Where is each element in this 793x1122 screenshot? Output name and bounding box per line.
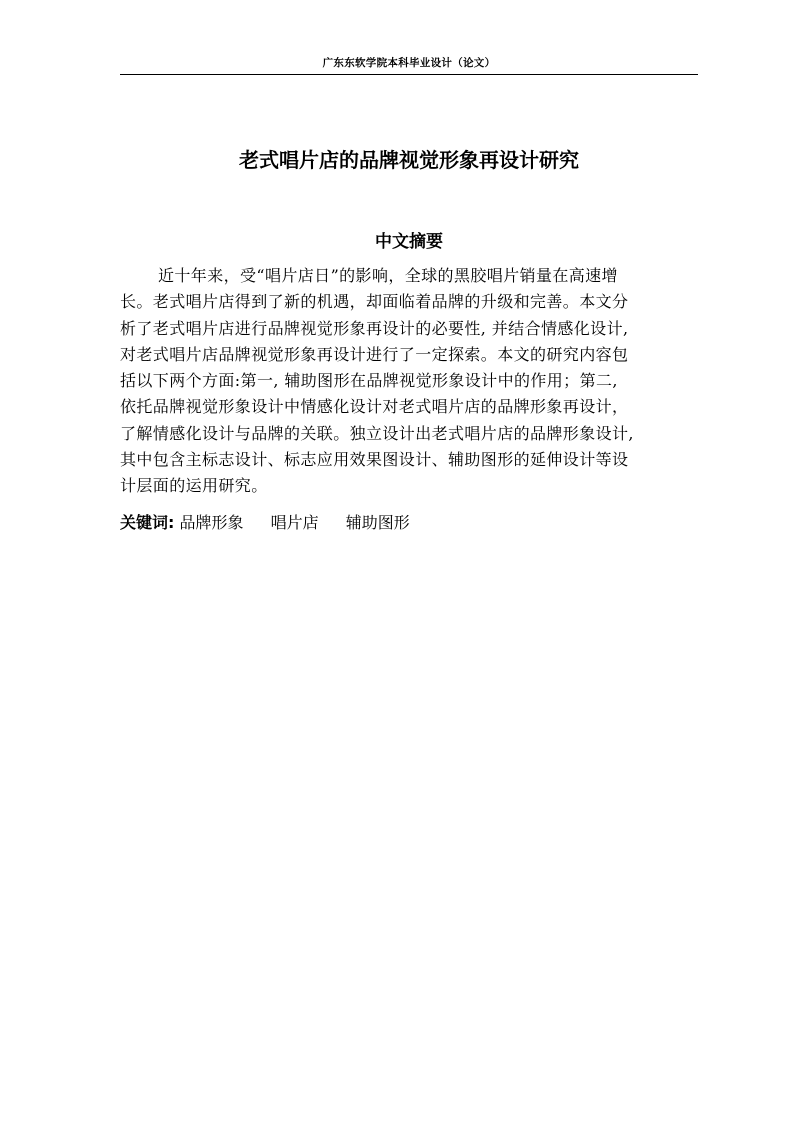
keyword-item: 唱片店 <box>270 513 319 532</box>
abstract-line: 析了老式唱片店进行品牌视觉形象再设计的必要性, 并结合情感化设计, <box>120 318 629 338</box>
abstract-line: 长。老式唱片店得到了新的机遇，却面临着品牌的升级和完善。本文分 <box>120 292 629 312</box>
keyword-item: 品牌形象 <box>179 513 244 532</box>
document-title: 老式唱片店的品牌视觉形象再设计研究 <box>239 148 579 172</box>
keywords-line <box>120 509 432 537</box>
keywords-label: 关键词: <box>120 513 175 532</box>
abstract-body <box>120 263 712 500</box>
abstract-line: 依托品牌视觉形象设计中情感化设计对老式唱片店的品牌形象再设计， <box>120 397 629 417</box>
abstract-line: 括以下两个方面:第一, 辅助图形在品牌视觉形象设计中的作用；第二, <box>120 371 618 391</box>
abstract-line: 对老式唱片店品牌视觉形象再设计进行了一定探索。本文的研究内容包 <box>120 344 629 364</box>
abstract-line: 计层面的运用研究。 <box>120 476 268 496</box>
header-rule <box>120 74 698 75</box>
running-header: 广东东软学院本科毕业设计（论文） <box>322 57 496 69</box>
keyword-item: 辅助图形 <box>345 513 410 532</box>
abstract-line: 近十年来，受“唱片店日”的影响，全球的黑胶唱片销量在高速增 <box>158 266 618 285</box>
abstract-line: 其中包含主标志设计、标志应用效果图设计、辅助图形的延伸设计等设 <box>120 450 629 470</box>
abstract-heading: 中文摘要 <box>375 232 443 252</box>
abstract-line: 了解情感化设计与品牌的关联。独立设计出老式唱片店的品牌形象设计, <box>120 423 634 443</box>
